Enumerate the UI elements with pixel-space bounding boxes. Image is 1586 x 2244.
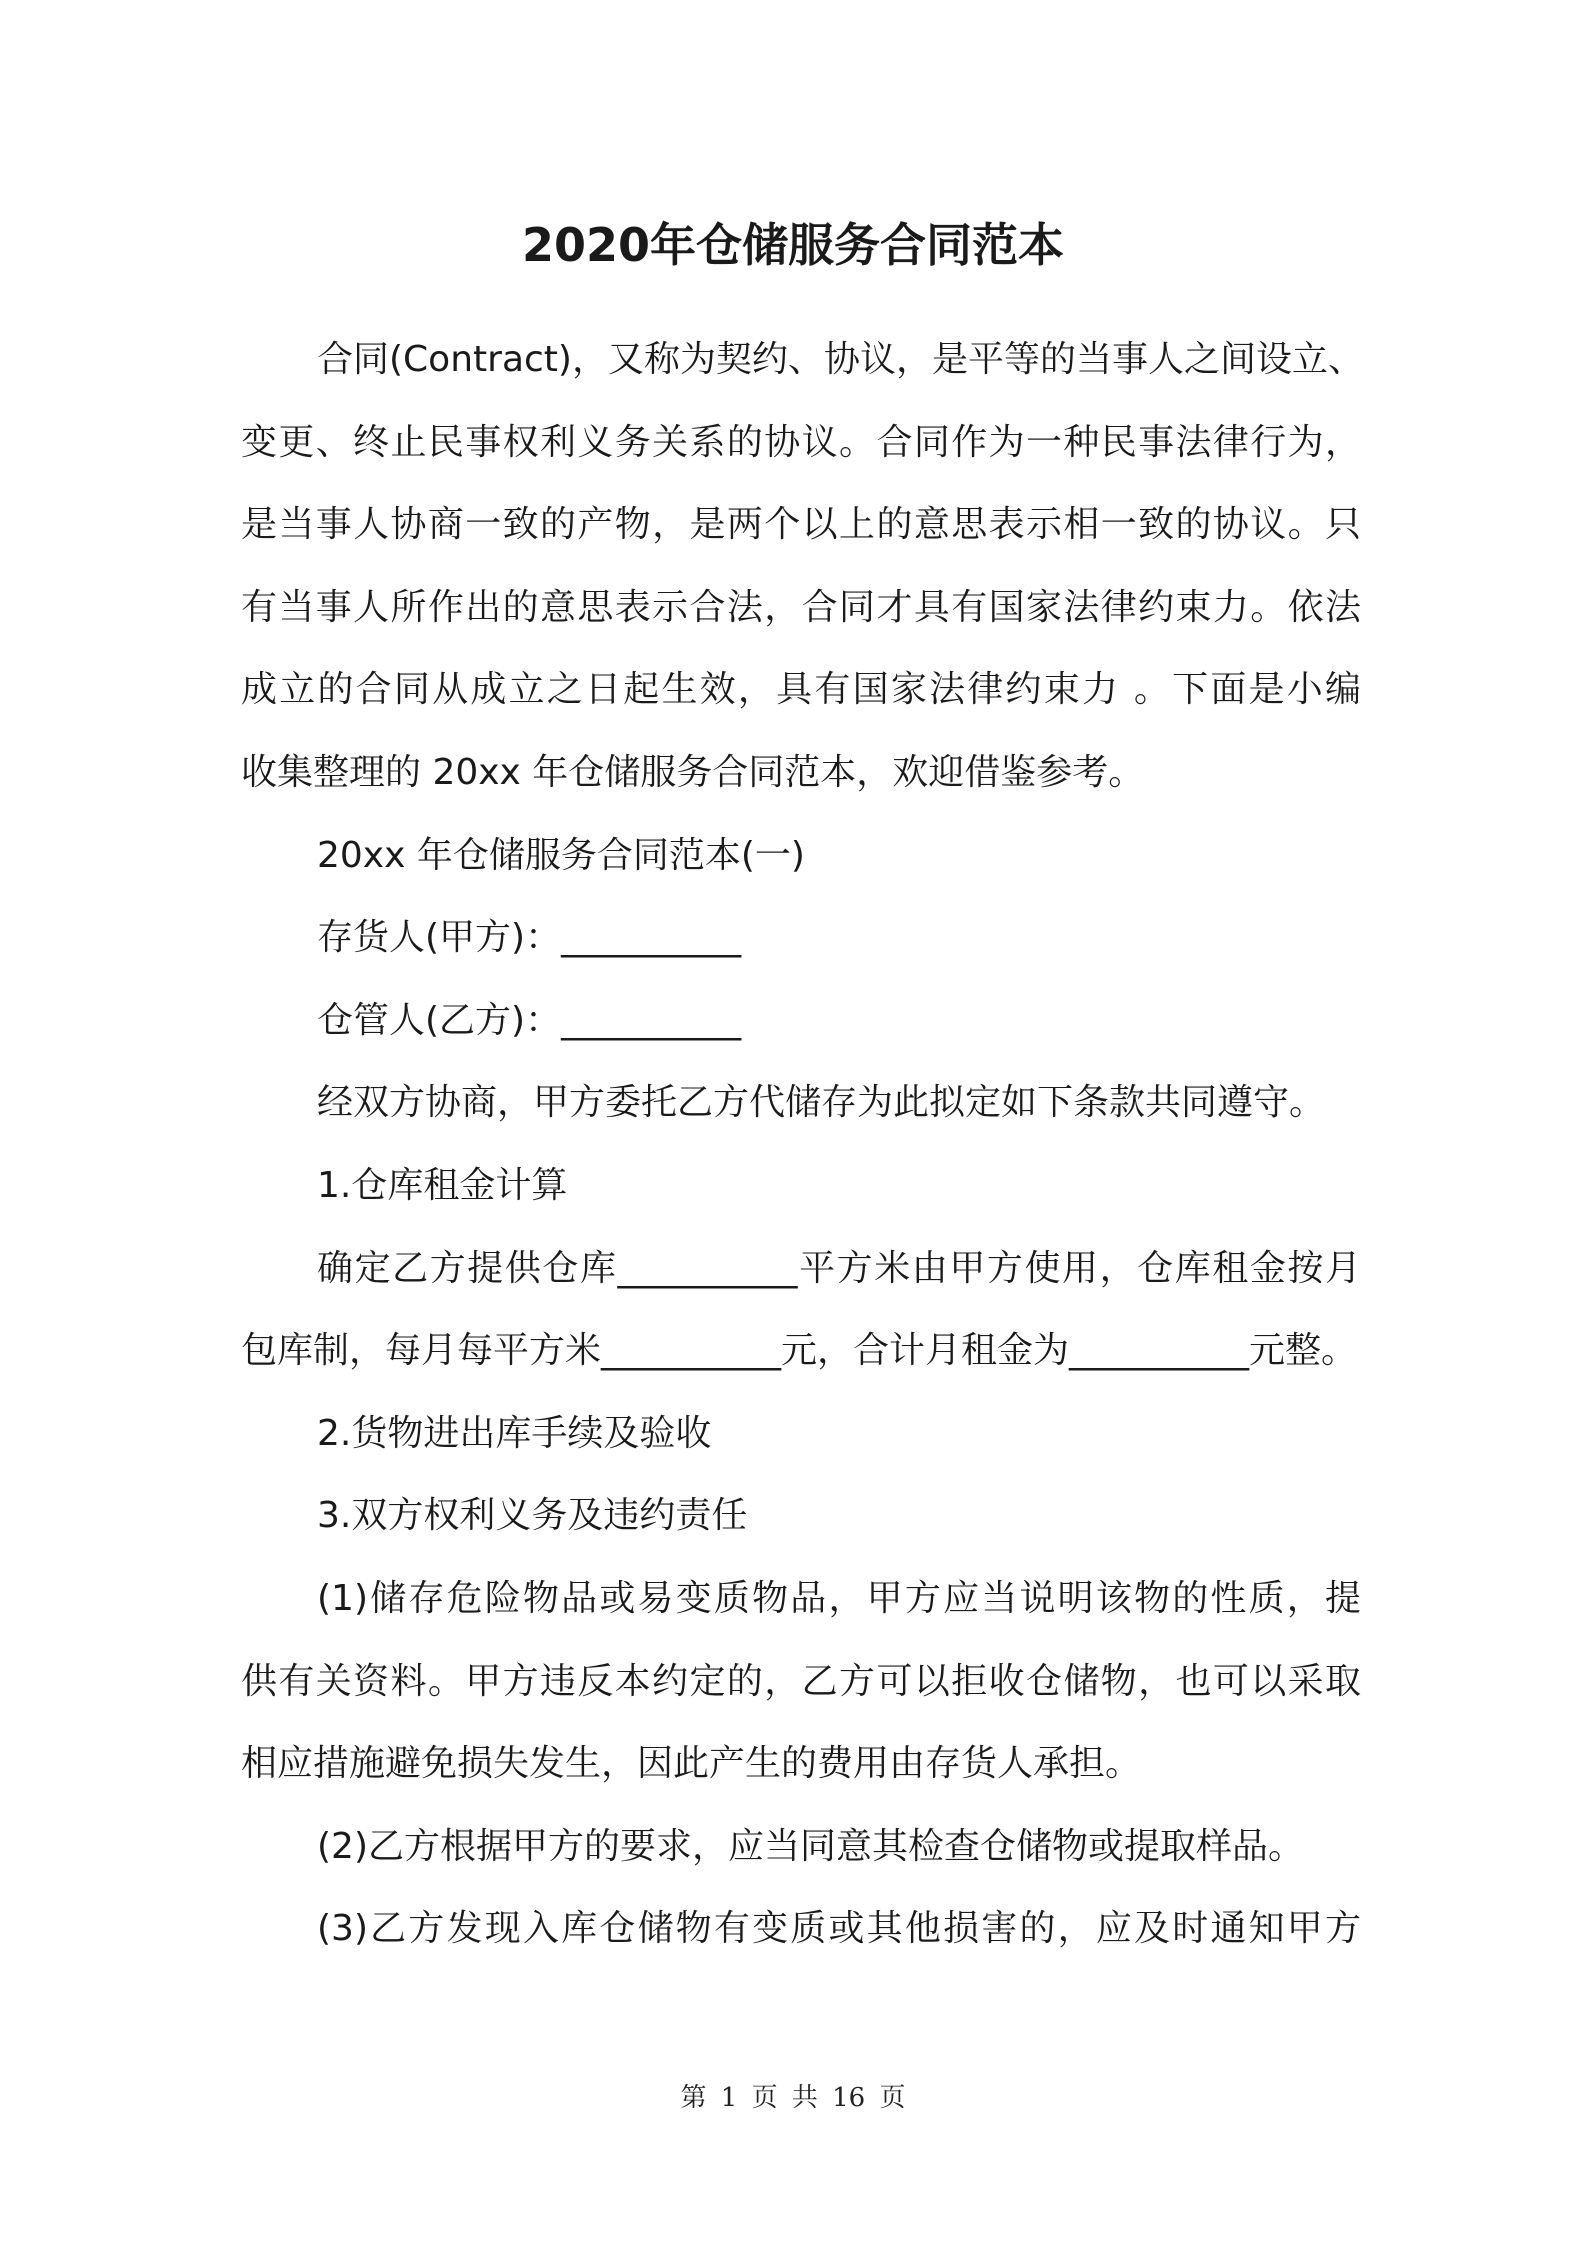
paragraph-line: 变更、终止民事权利义务关系的协议。合同作为一种民事法律行为， xyxy=(241,421,1361,463)
party-a-field: 存货人(甲方)：__________ xyxy=(317,917,742,959)
paragraph-line: 确定乙方提供仓库__________平方米由甲方使用，仓库租金按月 xyxy=(317,1247,1361,1289)
paragraph-line: 经双方协商，甲方委托乙方代储存为此拟定如下条款共同遵守。 xyxy=(317,1082,1326,1124)
page-number: 第 1 页 共 16 页 xyxy=(680,2083,906,2113)
document-body xyxy=(241,319,1364,1971)
paragraph-line: 成立的合同从成立之日起生效，具有国家法律约束力 。下面是小编 xyxy=(241,669,1361,711)
paragraph-line: 相应措施避免损失发生，因此产生的费用由存货人承担。 xyxy=(241,1743,1142,1785)
document-title: 2020年仓储服务合同范本 xyxy=(521,218,1065,272)
paragraph-line: (3)乙方发现入库仓储物有变质或其他损害的，应及时通知甲方 xyxy=(317,1908,1361,1950)
paragraph-line: (2)乙方根据甲方的要求，应当同意其检查仓储物或提取样品。 xyxy=(317,1825,1304,1867)
paragraph-line: 供有关资料。甲方违反本约定的，乙方可以拒收仓储物，也可以采取 xyxy=(241,1660,1361,1702)
clause-heading: 3.双方权利义务及违约责任 xyxy=(317,1495,748,1537)
paragraph-line: 有当事人所作出的意思表示合法，合同才具有国家法律约束力。依法 xyxy=(241,586,1361,628)
section-heading: 20xx 年仓储服务合同范本(一) xyxy=(317,834,805,876)
paragraph-line: (1)储存危险物品或易变质物品，甲方应当说明该物的性质，提 xyxy=(317,1577,1361,1619)
paragraph-line: 合同(Contract)，又称为契约、协议，是平等的当事人之间设立、 xyxy=(317,339,1364,380)
paragraph-line: 收集整理的 20xx 年仓储服务合同范本，欢迎借鉴参考。 xyxy=(241,751,1145,793)
party-b-field: 仓管人(乙方)：__________ xyxy=(317,999,742,1041)
paragraph-line: 包库制，每月每平方米__________元，合计月租金为__________元整。 xyxy=(241,1330,1358,1372)
clause-heading: 1.仓库租金计算 xyxy=(317,1164,568,1206)
paragraph-line: 是当事人协商一致的产物，是两个以上的意思表示相一致的协议。只 xyxy=(241,504,1361,546)
clause-heading: 2.货物进出库手续及验收 xyxy=(317,1412,712,1454)
